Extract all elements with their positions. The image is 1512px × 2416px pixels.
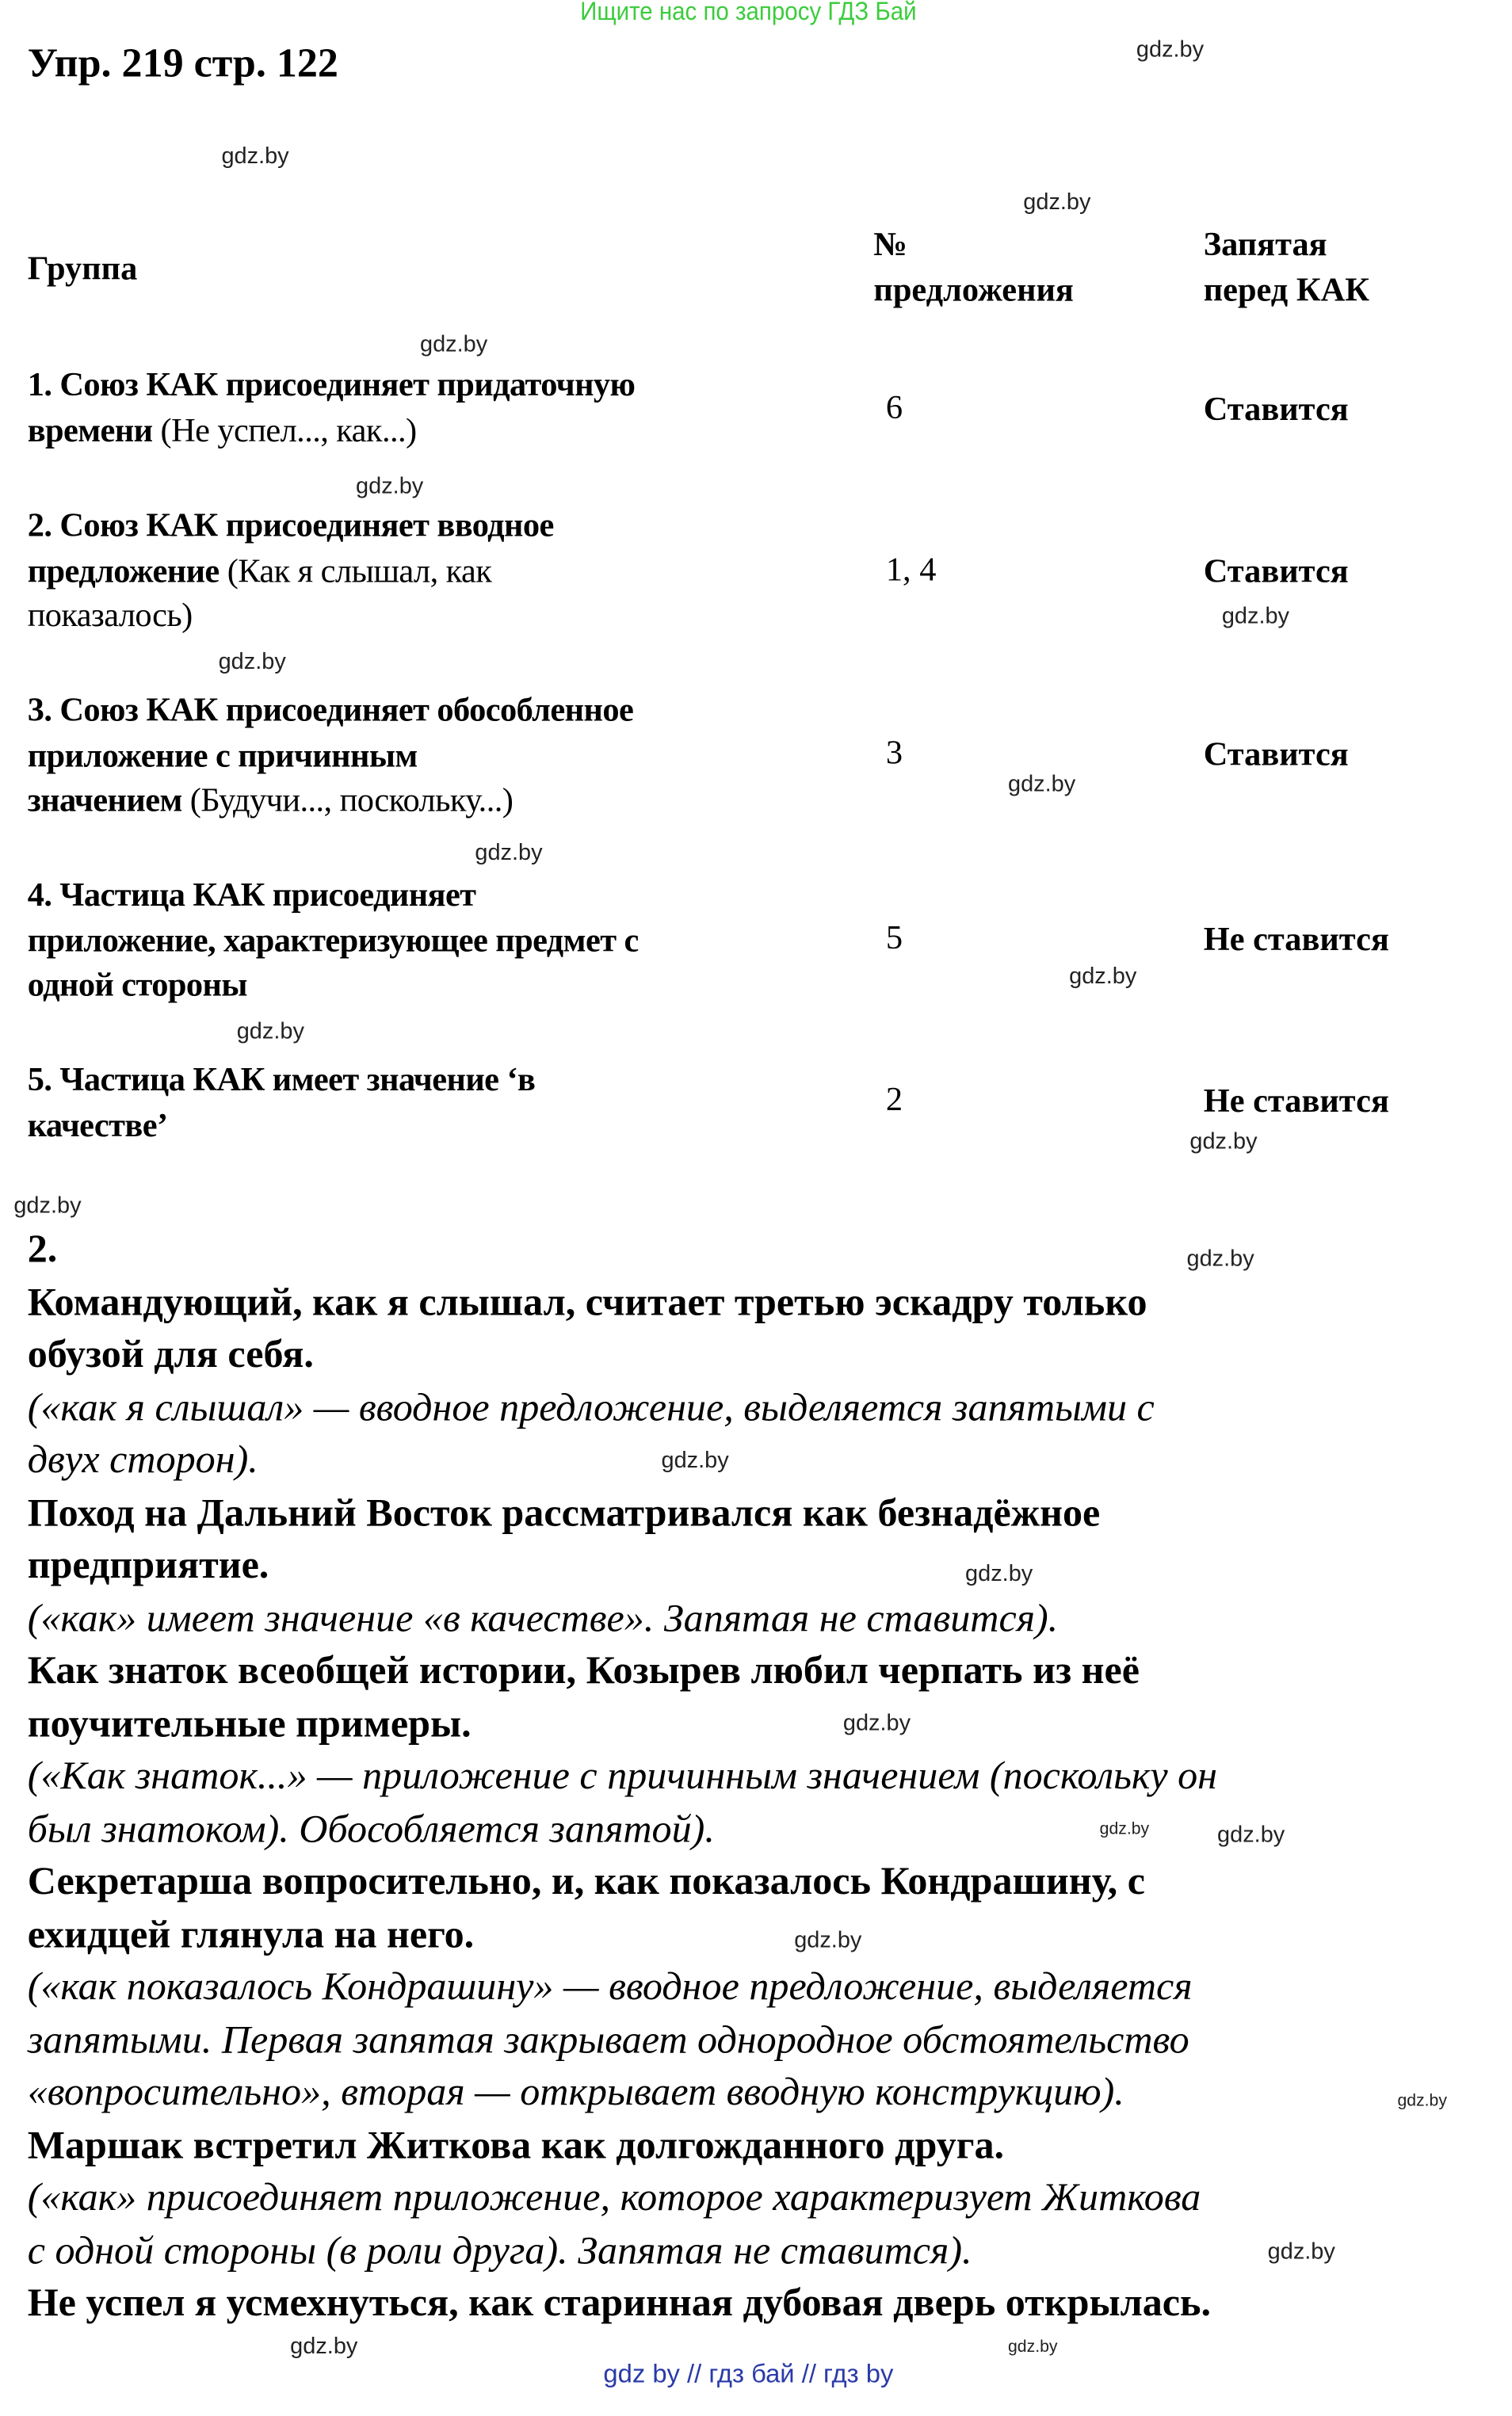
watermark: gdz.by <box>1069 964 1137 990</box>
group-line <box>28 962 639 1007</box>
watermark: gdz.by <box>1189 1128 1258 1155</box>
watermark: gdz.by <box>475 840 543 866</box>
sentence-line: Командующий, как я слышал, считает третью эскадру только <box>27 1279 1147 1324</box>
watermark: gdz.by <box>1099 1820 1150 1839</box>
explanation-line: («как» имеет значение «в качестве». Запятая не ставится). <box>27 1595 1059 1639</box>
group-line <box>28 593 554 638</box>
watermark: gdz.by <box>1136 36 1205 63</box>
watermark: gdz.by <box>13 1193 82 1219</box>
watermark: gdz.by <box>1008 2338 1058 2357</box>
group-line-bold: одной стороны <box>27 965 247 1004</box>
number-cell: 1, 4 <box>885 549 937 589</box>
group-line <box>28 407 636 452</box>
group-cell <box>28 687 634 823</box>
sentence-line: поучительные примеры. <box>27 1700 472 1745</box>
section-2 <box>28 1223 1494 2330</box>
sentence-line: Секретарша вопросительно, и, как показалось Кондрашину, с <box>27 1858 1145 1903</box>
explanation-line: («как показалось Кондрашину» — вводное предложение, выделяется <box>27 1964 1193 2009</box>
page-title: Упр. 219 стр. 122 <box>27 40 338 86</box>
watermark: gdz.by <box>794 1927 862 1954</box>
explanation-line: «вопросительно», вторая — открывает вводную конструкцию). <box>27 2069 1124 2114</box>
watermark: gdz.by <box>356 473 424 500</box>
header-number-line: предложения <box>873 270 1074 309</box>
group-line-bold: 1. Союз КАК присоединяет придаточную <box>27 364 636 403</box>
group-line-bold: приложение с причинным <box>27 735 418 774</box>
watermark: gdz.by <box>1267 2239 1335 2265</box>
watermark: gdz.by <box>290 2333 358 2360</box>
watermark: gdz.by <box>1221 603 1290 630</box>
group-line-example: (Как я слышал, как <box>219 550 492 589</box>
group-line-bold: 5. Частица КАК имеет значение ‘в <box>27 1059 536 1098</box>
search-banner-link[interactable]: Ищите нас по запросу ГДЗ Бай <box>580 0 917 26</box>
watermark: gdz.by <box>965 1560 1033 1587</box>
explanation-line: («Как знаток...» — приложение с причинным значением (поскольку он <box>27 1753 1218 1798</box>
header-number <box>873 221 1073 313</box>
group-line <box>28 917 639 962</box>
group-line <box>28 732 634 777</box>
header-number-line: № <box>873 224 908 263</box>
sentence-line: Маршак встретил Житкова как долгожданного друга. <box>27 2121 1005 2166</box>
sentence-line: Не успел я усмехнуться, как старинная дубовая дверь открылась. <box>27 2280 1212 2325</box>
watermark: gdz.by <box>218 649 286 675</box>
watermark: gdz.by <box>236 1018 304 1045</box>
group-line-bold: 4. Частица КАК присоединяет <box>27 875 476 914</box>
group-line-example: (Будучи..., поскольку...) <box>181 780 514 819</box>
sentence-line: 2. <box>27 1226 58 1271</box>
sentence-line: Поход на Дальний Восток рассматривался как безнадёжное <box>27 1490 1101 1534</box>
explanation-line: с одной стороны (в роли друга). Запятая не ставится). <box>27 2227 972 2272</box>
group-line-bold: предложение <box>27 550 220 589</box>
comma-cell: Не ставится <box>1203 1081 1389 1120</box>
watermark: gdz.by <box>1023 189 1091 216</box>
header-comma-line: перед КАК <box>1203 270 1369 309</box>
header-group: Группа <box>27 249 138 288</box>
group-line <box>28 777 634 823</box>
sentence-line: ехидцей глянула на него. <box>27 1911 475 1956</box>
group-line <box>28 687 634 732</box>
sentence-line: обузой для себя. <box>27 1331 314 1376</box>
comma-cell: Ставится <box>1203 735 1349 773</box>
header-comma-line: Запятая <box>1203 224 1327 263</box>
sentence-line: Как знаток всеобщей истории, Козырев любил черпать из неё <box>27 1647 1140 1693</box>
footer-links[interactable]: gdz by // гдз бай // гдз by <box>603 2359 894 2389</box>
group-cell <box>28 872 639 1007</box>
watermark: gdz.by <box>1397 2092 1447 2111</box>
group-line-bold: качестве’ <box>27 1105 168 1143</box>
group-line <box>28 362 636 407</box>
explanation-line: был знатоком). Обособляется запятой). <box>27 1806 715 1850</box>
group-line <box>28 1102 536 1147</box>
sentence-line: предприятие. <box>27 1542 269 1587</box>
group-cell <box>28 362 636 452</box>
explanation-line: запятыми. Первая запятая закрывает однородное обстоятельство <box>27 2016 1189 2061</box>
group-line-bold: времени <box>27 410 153 448</box>
group-cell <box>28 502 554 638</box>
number-cell: 6 <box>885 387 903 426</box>
comma-cell: Ставится <box>1203 389 1349 428</box>
explanation-line: («как» присоединяет приложение, которое характеризует Житкова <box>27 2174 1201 2219</box>
explanation-line: двух сторон). <box>27 1437 258 1482</box>
explanation-line: («как я слышал» — вводное предложение, выделяется запятыми с <box>27 1384 1155 1429</box>
comma-cell: Не ставится <box>1203 919 1389 958</box>
group-line-bold: 3. Союз КАК присоединяет обособленное <box>27 690 634 729</box>
watermark: gdz.by <box>661 1448 729 1474</box>
group-line <box>28 548 554 593</box>
watermark: gdz.by <box>1008 771 1076 798</box>
group-line-bold: 2. Союз КАК присоединяет вводное <box>27 505 554 544</box>
group-line <box>28 872 639 917</box>
group-cell <box>28 1057 536 1147</box>
number-cell: 5 <box>885 918 903 956</box>
watermark: gdz.by <box>1217 1822 1285 1849</box>
group-line-example: показалось) <box>27 595 193 634</box>
number-cell: 3 <box>885 733 903 772</box>
group-line-bold: значением <box>27 780 182 819</box>
watermark: gdz.by <box>842 1710 911 1737</box>
watermark: gdz.by <box>1186 1246 1254 1273</box>
group-line <box>28 1057 536 1102</box>
watermark: gdz.by <box>221 143 289 170</box>
group-line-bold: приложение, характеризующее предмет с <box>27 920 639 959</box>
watermark: gdz.by <box>420 331 488 357</box>
group-line-example: (Не успел..., как...) <box>152 410 417 448</box>
number-cell: 2 <box>885 1079 903 1118</box>
header-comma <box>1204 221 1369 313</box>
group-line <box>28 502 554 548</box>
comma-cell: Ставится <box>1203 551 1349 590</box>
